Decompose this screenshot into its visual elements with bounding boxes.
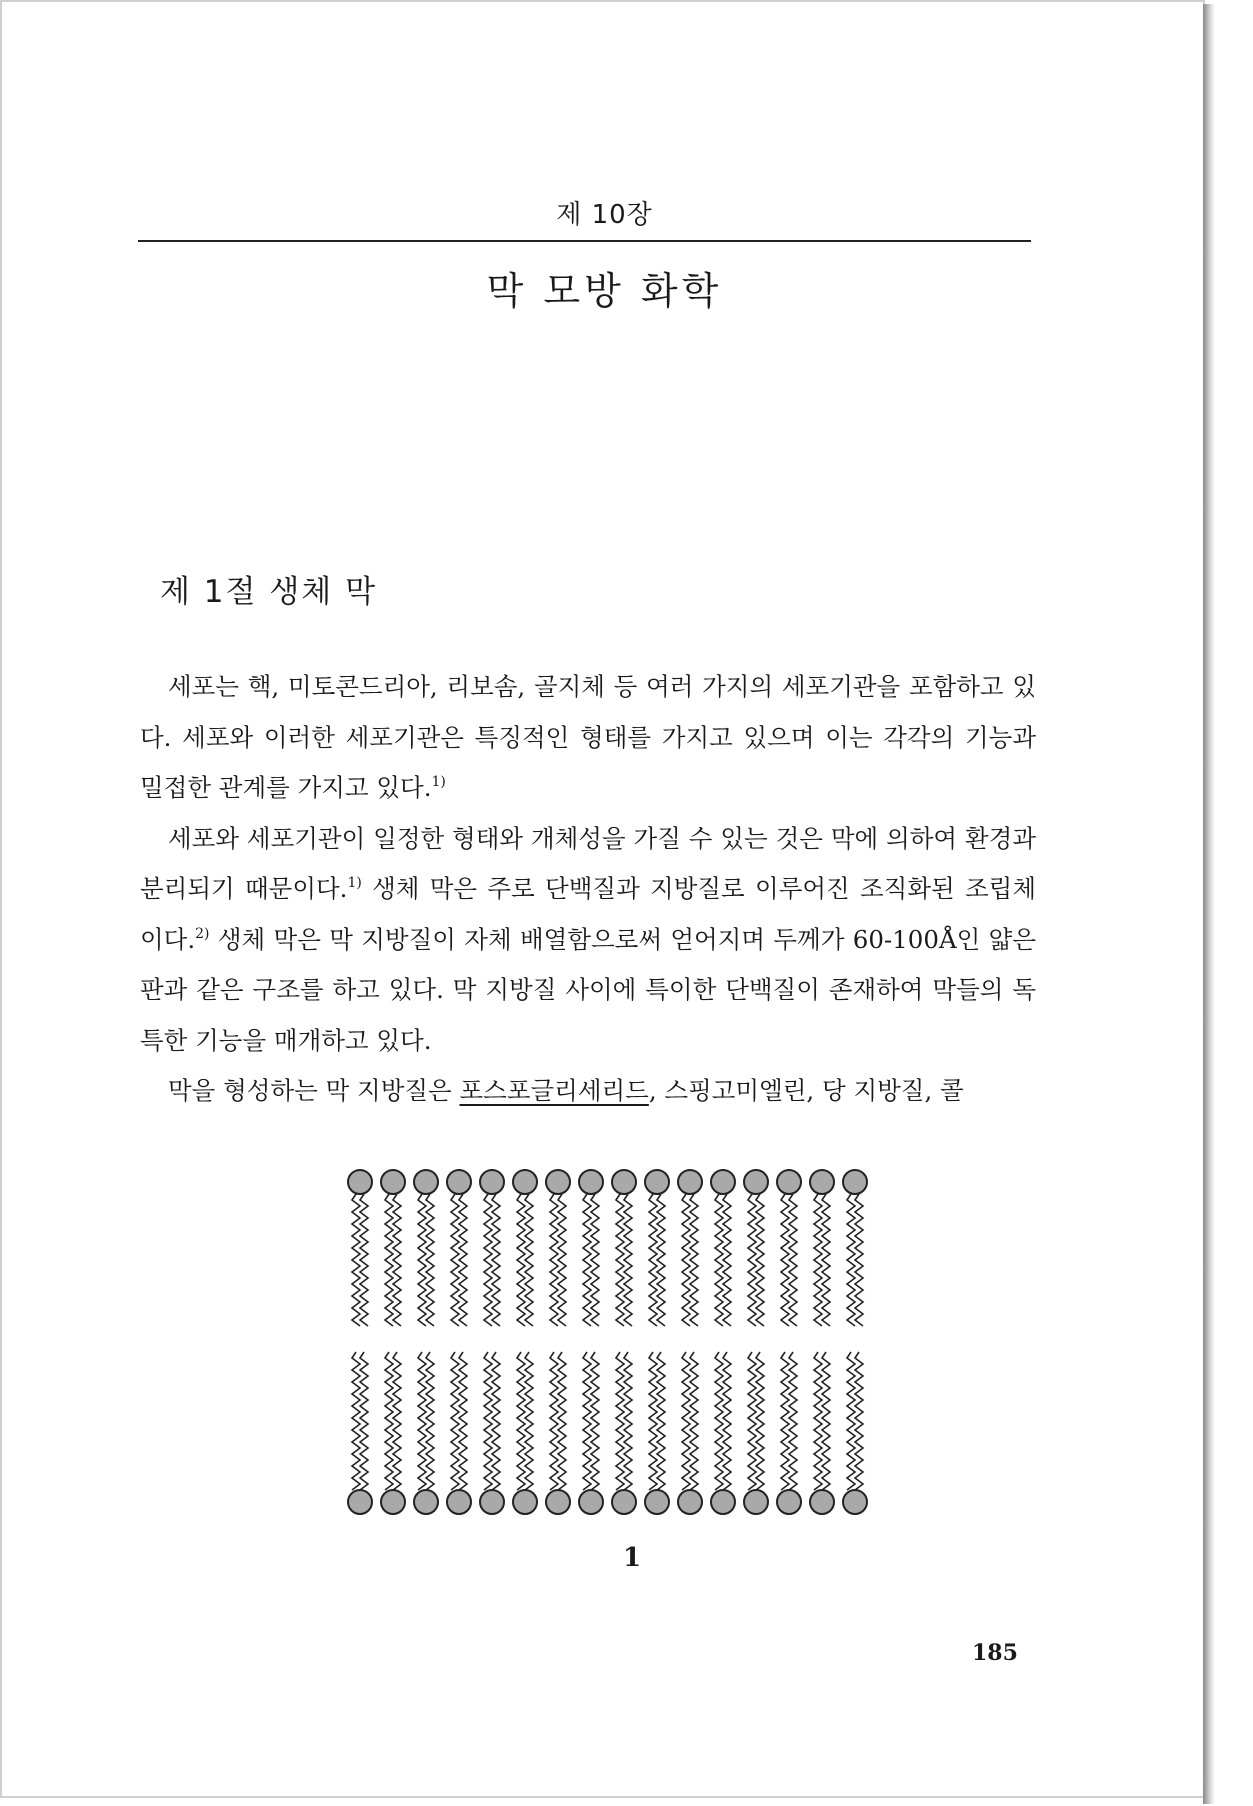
lipid-tail-lower <box>616 1352 624 1490</box>
lipid-head-lower <box>711 1490 735 1514</box>
lipid-tail-lower <box>426 1352 434 1490</box>
lipid-tail-upper <box>591 1194 599 1326</box>
paragraph-3-text-pre: 막을 형성하는 막 지방질은 <box>168 1076 460 1105</box>
lipid-tail-lower <box>624 1352 632 1490</box>
lipid-tail-lower <box>855 1352 863 1490</box>
lipid-head-lower <box>744 1490 768 1514</box>
paragraph-1 <box>140 662 1036 814</box>
lipid-bilayer-diagram <box>332 1162 882 1522</box>
lipid-tail-lower <box>385 1352 393 1490</box>
paragraph-3-text-post: , 스핑고미엘린, 당 지방질, 콜 <box>648 1076 964 1105</box>
lipid-tail-upper <box>690 1194 698 1326</box>
lipid-tail-upper <box>426 1194 434 1326</box>
lipid-head-lower <box>546 1490 570 1514</box>
lipid-tail-lower <box>591 1352 599 1490</box>
page-edge-shadow <box>1203 4 1215 1804</box>
lipid-tail-lower <box>360 1352 368 1490</box>
lipid-head-upper <box>777 1170 801 1194</box>
paragraph-2-text-c: 생체 막은 막 지방질이 자체 배열함으로써 얻어지며 두께가 60-100Å인 얇은 판과 같은 구조를 하고 있다. 막 지방질 사이에 특이한 단백질이 존재하여 막들의 독특한 기능을 매개하고 있다. <box>140 924 1036 1055</box>
paragraph-3 <box>140 1066 1036 1117</box>
lipid-head-upper <box>513 1170 537 1194</box>
lipid-head-lower <box>480 1490 504 1514</box>
lipid-tail-lower <box>657 1352 665 1490</box>
lipid-head-lower <box>843 1490 867 1514</box>
lipid-head-upper <box>744 1170 768 1194</box>
lipid-head-lower <box>612 1490 636 1514</box>
lipid-head-upper <box>546 1170 570 1194</box>
lipid-head-upper <box>381 1170 405 1194</box>
lipid-tail-lower <box>451 1352 459 1490</box>
lipid-tail-upper <box>624 1194 632 1326</box>
lipid-tail-upper <box>723 1194 731 1326</box>
lipid-tail-lower <box>525 1352 533 1490</box>
lipid-head-lower <box>810 1490 834 1514</box>
lipid-tail-upper <box>360 1194 368 1326</box>
lipid-head-lower <box>513 1490 537 1514</box>
lipid-tail-lower <box>649 1352 657 1490</box>
footnote-ref: 2) <box>195 925 210 942</box>
lipid-tail-lower <box>723 1352 731 1490</box>
body-text <box>140 662 1036 1117</box>
footnote-ref: 1) <box>347 875 362 891</box>
lipid-head-lower <box>414 1490 438 1514</box>
lipid-head-lower <box>579 1490 603 1514</box>
lipid-head-lower <box>447 1490 471 1514</box>
lipid-tail-lower <box>748 1352 756 1490</box>
lipid-head-upper <box>579 1170 603 1194</box>
lipid-tail-lower <box>715 1352 723 1490</box>
lipid-head-lower <box>381 1490 405 1514</box>
lipid-tail-upper <box>459 1194 467 1326</box>
lipid-tail-upper <box>756 1194 764 1326</box>
lipid-tail-lower <box>558 1352 566 1490</box>
lipid-head-upper <box>348 1170 372 1194</box>
footnote-ref: 1) <box>431 774 446 790</box>
lipid-tail-lower <box>781 1352 789 1490</box>
lipid-tail-lower <box>418 1352 426 1490</box>
lipid-tail-upper <box>855 1194 863 1326</box>
lipid-tail-upper <box>492 1194 500 1326</box>
lipid-head-upper <box>645 1170 669 1194</box>
lipid-tail-lower <box>789 1352 797 1490</box>
lipid-tail-lower <box>690 1352 698 1490</box>
lipid-tail-lower <box>682 1352 690 1490</box>
underlined-term: 포스포글리세리드 <box>459 1076 649 1105</box>
lipid-head-upper <box>678 1170 702 1194</box>
lipid-head-upper <box>447 1170 471 1194</box>
chapter-label: 제 10장 <box>556 200 653 230</box>
lipid-head-lower <box>645 1490 669 1514</box>
lipid-tail-lower <box>459 1352 467 1490</box>
lipid-tail-upper <box>822 1194 830 1326</box>
lipid-head-upper <box>810 1170 834 1194</box>
lipid-head-upper <box>711 1170 735 1194</box>
lipid-tail-lower <box>492 1352 500 1490</box>
lipid-head-upper <box>843 1170 867 1194</box>
paragraph-1-text: 세포는 핵, 미토콘드리아, 리보솜, 골지체 등 여러 가지의 세포기관을 포함하고 있다. 세포와 이러한 세포기관은 특징적인 형태를 가지고 있으며 이는 각각의 기능과 밀접한 관계를 가지고 있다. <box>140 672 1036 802</box>
lipid-tail-lower <box>550 1352 558 1490</box>
lipid-tail-lower <box>583 1352 591 1490</box>
lipid-tail-lower <box>517 1352 525 1490</box>
lipid-tail-lower <box>484 1352 492 1490</box>
lipid-tail-lower <box>847 1352 855 1490</box>
lipid-tail-lower <box>822 1352 830 1490</box>
paragraph-2-text-b: 생체 막은 주로 단백질과 지방질로 이루어진 조직화된 조립체이다. <box>140 874 1036 954</box>
figure-caption: 1 <box>622 1543 642 1573</box>
lipid-head-upper <box>480 1170 504 1194</box>
lipid-head-lower <box>777 1490 801 1514</box>
section-heading: 제 1절 생체 막 <box>160 574 378 610</box>
lipid-head-lower <box>348 1490 372 1514</box>
lipid-tail-lower <box>352 1352 360 1490</box>
lipid-tail-lower <box>814 1352 822 1490</box>
chapter-title: 막 모방 화학 <box>486 269 723 313</box>
lipid-tail-lower <box>756 1352 764 1490</box>
lipid-tail-lower <box>393 1352 401 1490</box>
chapter-rule <box>138 240 1031 242</box>
lipid-head-upper <box>414 1170 438 1194</box>
lipid-head-lower <box>678 1490 702 1514</box>
lipid-tail-upper <box>657 1194 665 1326</box>
lipid-tail-upper <box>558 1194 566 1326</box>
paragraph-2 <box>140 814 1036 1067</box>
paragraph-2-text-a: 세포와 세포기관이 일정한 형태와 개체성을 가질 수 있는 것은 막에 의하여 환경과 분리되기 때문이다. <box>140 823 1036 903</box>
lipid-tail-upper <box>525 1194 533 1326</box>
lipid-tail-upper <box>393 1194 401 1326</box>
lipid-head-upper <box>612 1170 636 1194</box>
lipid-tail-upper <box>789 1194 797 1326</box>
page-number: 185 <box>972 1640 1018 1666</box>
